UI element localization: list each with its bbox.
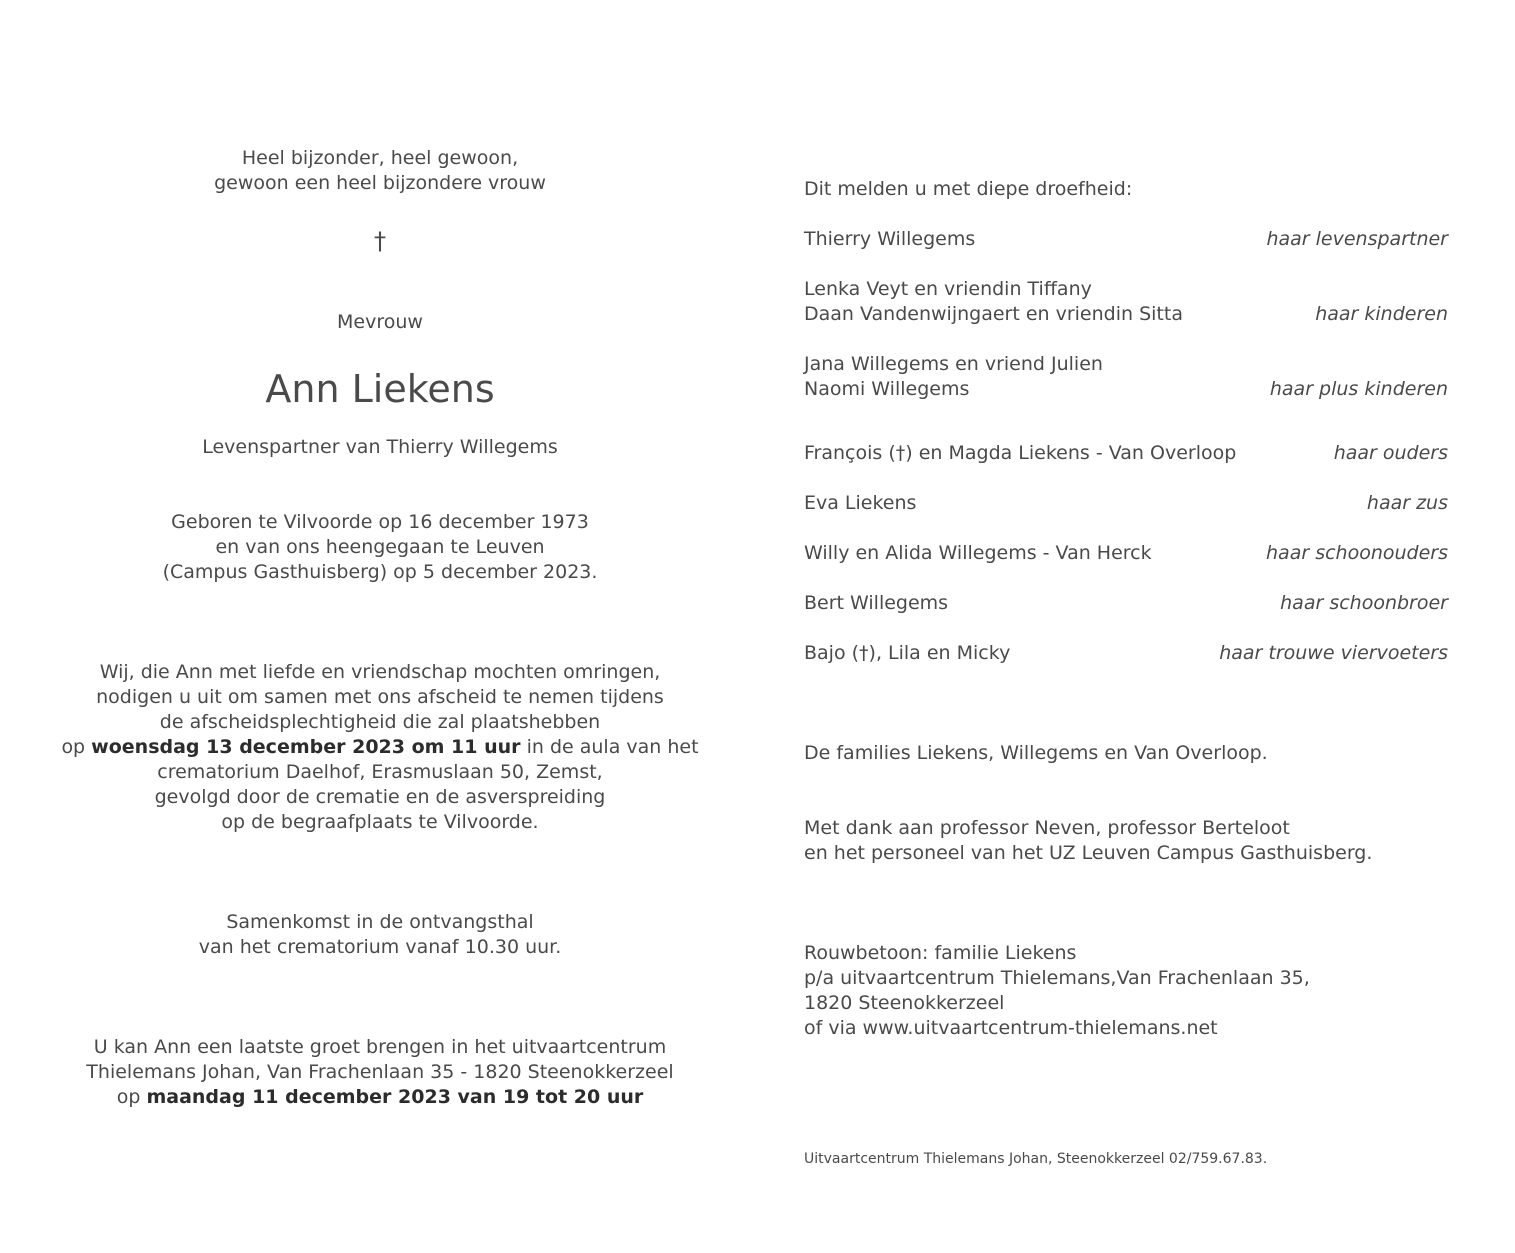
ceremony-line: de afscheidsplechtigheid die zal plaatshebben <box>159 711 601 733</box>
thanks-line: Met dank aan professor Neven, professor Berteloot <box>804 817 1290 839</box>
family-names: François (†) en Magda Liekens - Van Overloop <box>804 442 1237 464</box>
family-relation: haar schoonbroer <box>1280 592 1448 614</box>
condolence-line: of via www.uitvaartcentrum-thielemans.net <box>804 1017 1218 1039</box>
ceremony-line: gevolgd door de crematie en de asverspreiding <box>154 786 606 808</box>
condolence-address <box>804 941 1448 1041</box>
family-relation: haar levenspartner <box>1266 228 1448 250</box>
family-names: Thierry Willegems <box>804 228 976 250</box>
family-names: Bert Willegems <box>804 592 949 614</box>
thanks-note <box>804 816 1448 866</box>
ceremony-line: crematorium Daelhof, Erasmuslaan 50, Zemst, <box>157 761 603 783</box>
visit-prefix: op <box>116 1086 147 1108</box>
deceased-name: Ann Liekens <box>265 367 495 411</box>
family-names: Willy en Alida Willegems - Van Herck <box>804 542 1152 564</box>
gathering-info <box>40 910 720 960</box>
cross-icon: † <box>374 227 386 255</box>
ceremony-line: nodigen u uit om samen met ons afscheid te nemen tijdens <box>96 686 664 708</box>
motto-line: gewoon een heel bijzondere vrouw <box>214 172 546 194</box>
family-relation: haar zus <box>1366 492 1448 514</box>
birth-line: en van ons heengegaan te Leuven <box>215 536 545 558</box>
ceremony-prefix: op <box>61 736 92 758</box>
funeral-home-footer: Uitvaartcentrum Thielemans Johan, Steenokkerzeel 02/759.67.83. <box>804 1151 1268 1167</box>
family-names: Naomi Willegems <box>804 378 970 400</box>
visit-info <box>40 1035 720 1110</box>
birth-line: Geboren te Vilvoorde op 16 december 1973 <box>171 511 589 533</box>
family-names: Bajo (†), Lila en Micky <box>804 642 1011 664</box>
motto-line: Heel bijzonder, heel gewoon, <box>241 147 519 169</box>
visit-line: U kan Ann een laatste groet brengen in het uitvaartcentrum <box>93 1036 667 1058</box>
family-relation: haar kinderen <box>1315 303 1448 325</box>
gathering-line: van het crematorium vanaf 10.30 uur. <box>198 936 562 958</box>
condolence-line: p/a uitvaartcentrum Thielemans,Van Frachenlaan 35, <box>804 967 1310 989</box>
family-relation: haar schoonouders <box>1266 542 1448 564</box>
family-relation: haar ouders <box>1333 442 1448 464</box>
visit-date-line <box>40 1085 720 1110</box>
ceremony-date-line <box>40 735 720 760</box>
condolence-line: 1820 Steenokkerzeel <box>804 992 1005 1014</box>
family-names: Jana Willegems en vriend Julien <box>804 353 1103 375</box>
motto <box>40 146 720 196</box>
ceremony-line: Wij, die Ann met liefde en vriendschap mochten omringen, <box>99 661 661 683</box>
visit-line: Thielemans Johan, Van Frachenlaan 35 - 1820 Steenokkerzeel <box>86 1061 674 1083</box>
partner-line: Levenspartner van Thierry Willegems <box>202 436 558 458</box>
announcement-intro: Dit melden u met diepe droefheid: <box>804 178 1133 200</box>
visit-date: maandag 11 december 2023 van 19 tot 20 uur <box>146 1086 644 1108</box>
family-relation: haar plus kinderen <box>1269 378 1448 400</box>
ceremony-line: op de begraafplaats te Vilvoorde. <box>221 811 539 833</box>
ceremony-suffix: in de aula van het <box>520 736 699 758</box>
gathering-line: Samenkomst in de ontvangsthal <box>226 911 534 933</box>
birth-line: (Campus Gasthuisberg) op 5 december 2023. <box>162 561 598 583</box>
birth-death-info <box>40 510 720 585</box>
families-line: De families Liekens, Willegems en Van Overloop. <box>804 742 1268 764</box>
family-relation: haar trouwe viervoeters <box>1219 642 1448 664</box>
condolence-line: Rouwbetoon: familie Liekens <box>804 942 1077 964</box>
thanks-line: en het personeel van het UZ Leuven Campus Gasthuisberg. <box>804 842 1373 864</box>
family-names: Daan Vandenwijngaert en vriendin Sitta <box>804 303 1183 325</box>
ceremony-date: woensdag 13 december 2023 om 11 uur <box>91 736 521 758</box>
salutation: Mevrouw <box>337 311 423 333</box>
family-names: Eva Liekens <box>804 492 917 514</box>
ceremony-info <box>40 660 720 835</box>
family-names: Lenka Veyt en vriendin Tiffany <box>804 278 1092 300</box>
